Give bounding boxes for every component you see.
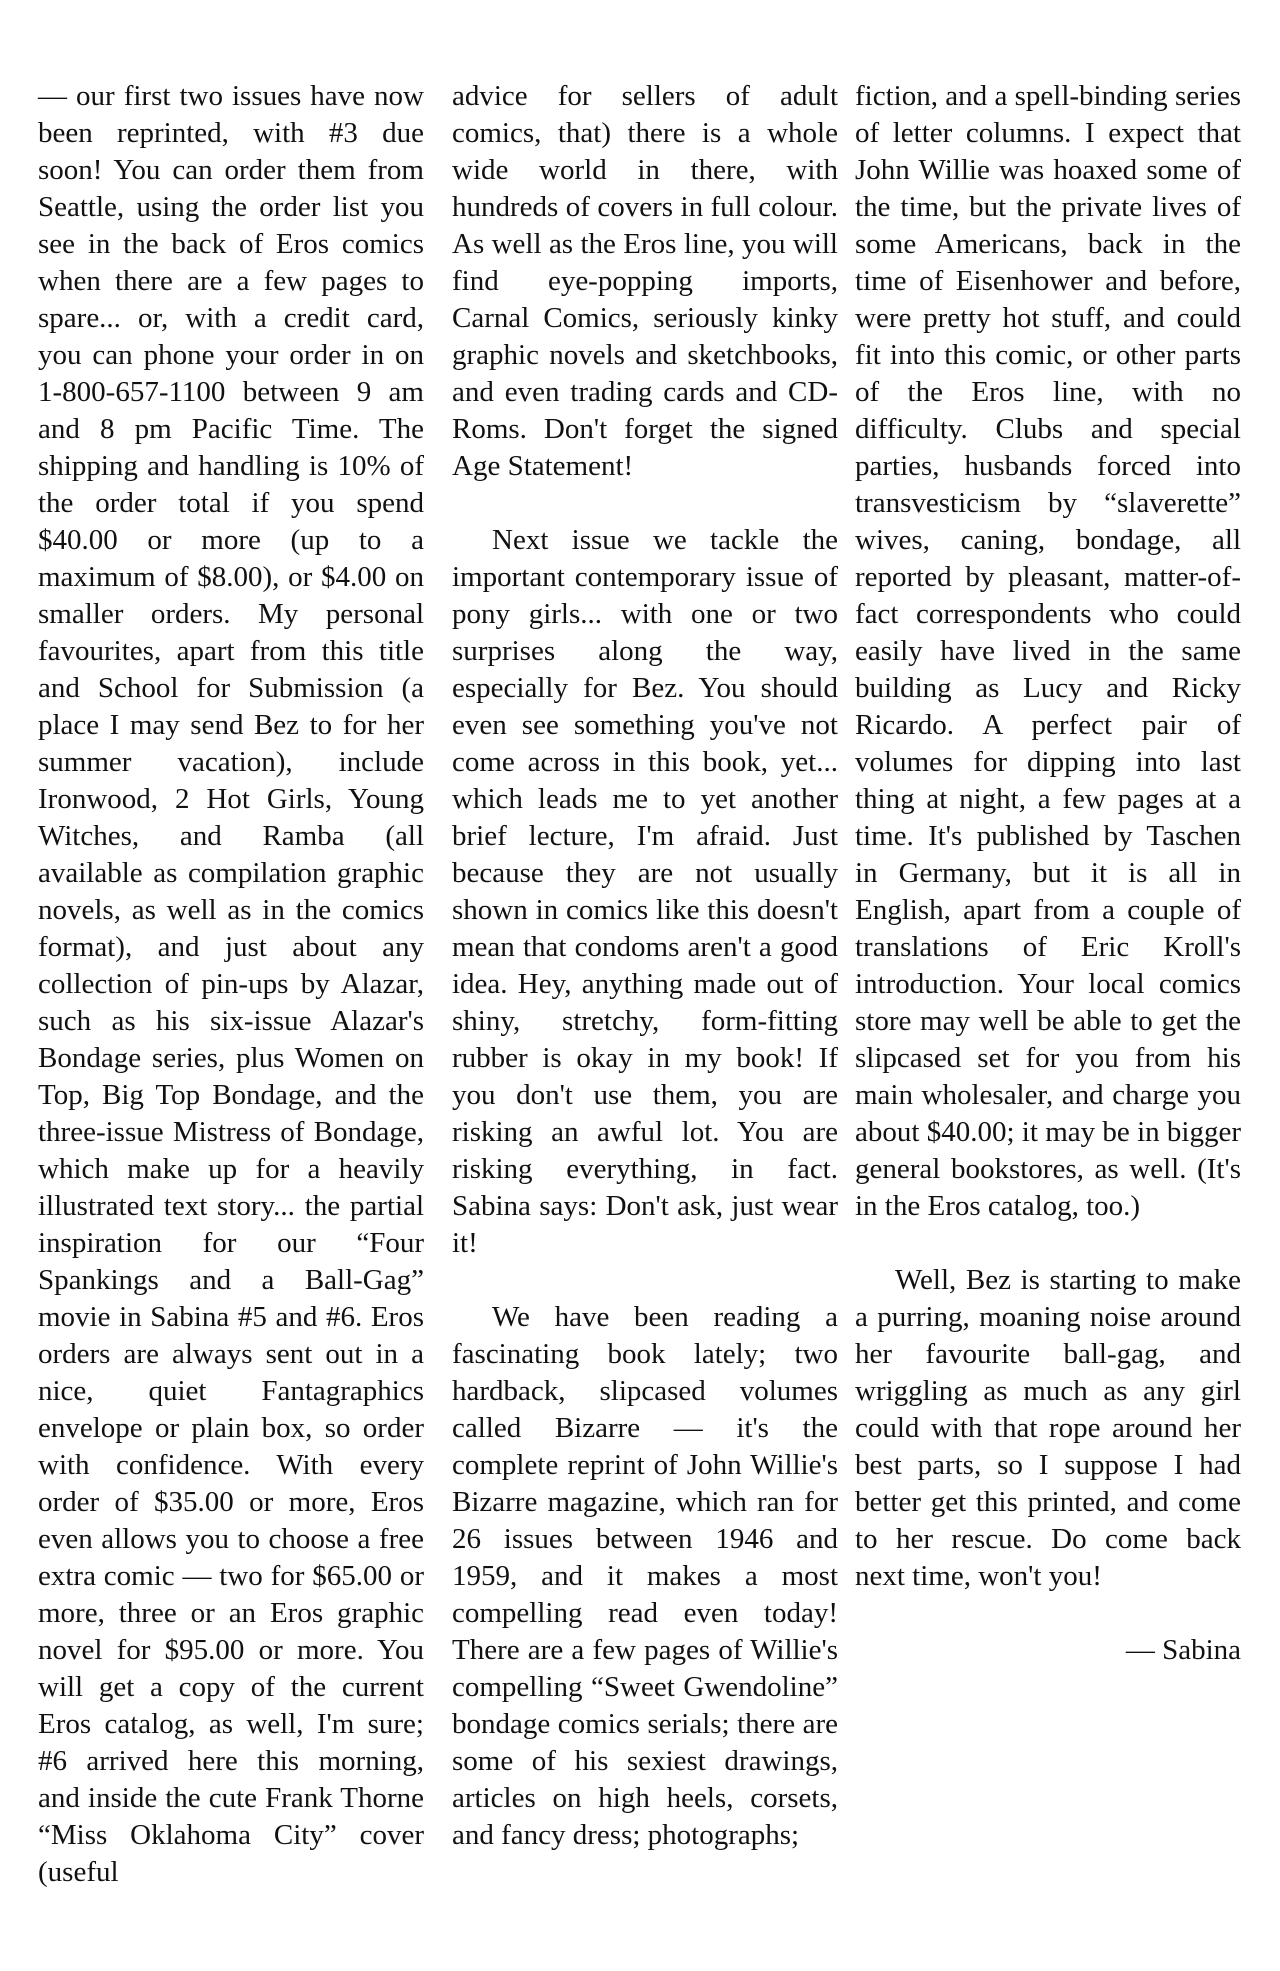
- column3-paragraph-2: Well, Bez is starting to make a purring, moaning noise around her favourite ball-gag, and wriggling as much as any girl could with that rope around her best parts, so I suppose I had better get this printed, and come to her rescue. Do come back next time, won't you!: [855, 1264, 1241, 1592]
- paragraph-gap: [855, 1225, 1241, 1262]
- paragraph-gap: [855, 1595, 1241, 1632]
- author-signature: — Sabina: [1125, 1634, 1241, 1666]
- column2-paragraph-3: We have been reading a fascinating book lately; two hardback, slipcased volumes called Bizarre — it's the complete reprint of John Willie's Bizarre magazine, which ran for 26 issues between 1946 and 1959, and it makes a most compelling read even today! There are a few pages of Willie's compelling “Sweet Gwendoline” bondage comics serials; there are some of his sexiest drawings, articles on high heels, corsets, and fancy dress; photographs;: [452, 1301, 838, 1851]
- column3-paragraph-1: fiction, and a spell-binding series of letter columns. I expect that John Willie was hoaxed some of the time, but the private lives of some Americans, back in the time of Eisenhower and before, were pretty hot stuff, and could fit into this comic, or other parts of the Eros line, with no difficulty. Clubs and special parties, husbands forced into transvesticism by “slaverette” wives, caning, bondage, all reported by pleasant, matter-of-fact correspondents who could easily have lived in the same building as Lucy and Ricky Ricardo. A perfect pair of volumes for dipping into last thing at night, a few pages at a time. It's published by Taschen in Germany, but it is all in English, apart from a couple of translations of Eric Kroll's introduction. Your local comics store may well be able to get the slipcased set for you from his main wholesaler, and charge you about $40.00; it may be in bigger general bookstores, as well. (It's in the Eros catalog, too.): [855, 80, 1241, 1222]
- column2-paragraph-1: advice for sellers of adult comics, that) there is a whole wide world in there, with hundreds of covers in full colour. As well as the Eros line, you will find eye-popping imports, Carnal Comics, seriously kinky graphic novels and sketchbooks, and even trading cards and CD-Roms. Don't forget the signed Age Statement!: [452, 80, 838, 482]
- text-column-2: [452, 78, 838, 1854]
- column1-paragraph-1: — our first two issues have now been reprinted, with #3 due soon! You can order them from Seattle, using the order list you see in the back of Eros comics when there are a few pages to spare... or, with a credit card, you can phone your order in on 1-800-657-1100 between 9 am and 8 pm Pacific Time. The shipping and handling is 10% of the order total if you spend $40.00 or more (up to a maximum of $8.00), or $4.00 on smaller orders. My personal favourites, apart from this title and School for Submission (a place I may send Bez to for her summer vacation), include Ironwood, 2 Hot Girls, Young Witches, and Ramba (all available as compilation graphic novels, as well as in the comics format), and just about any collection of pin-ups by Alazar, such as his six-issue Alazar's Bondage series, plus Women on Top, Big Top Bondage, and the three-issue Mistress of Bondage, which make up for a heavily illustrated text story... the partial inspiration for our “Four Spankings and a Ball-Gag” movie in Sabina #5 and #6. Eros orders are always sent out in a nice, quiet Fantagraphics envelope or plain box, so order with confidence. With every order of $35.00 or more, Eros even allows you to choose a free extra comic — two for $65.00 or more, three or an Eros graphic novel for $95.00 or more. You will get a copy of the current Eros catalog, as well, I'm sure; #6 arrived here this morning, and inside the cute Frank Thorne “Miss Oklahoma City” cover (useful: [38, 80, 424, 1888]
- paragraph-gap: [452, 1262, 838, 1299]
- text-column-1: [38, 78, 424, 1891]
- column2-paragraph-2: Next issue we tackle the important contemporary issue of pony girls... with one or two surprises along the way, especially for Bez. You should even see something you've not come across in this book, yet... which leads me to yet another brief lecture, I'm afraid. Just because they are not usually shown in comics like this doesn't mean that condoms aren't a good idea. Hey, anything made out of shiny, stretchy, form-fitting rubber is okay in my book! If you don't use them, you are risking an awful lot. You are risking everything, in fact. Sabina says: Don't ask, just wear it!: [452, 524, 838, 1259]
- text-column-3: [855, 78, 1241, 1669]
- paragraph-gap: [452, 485, 838, 522]
